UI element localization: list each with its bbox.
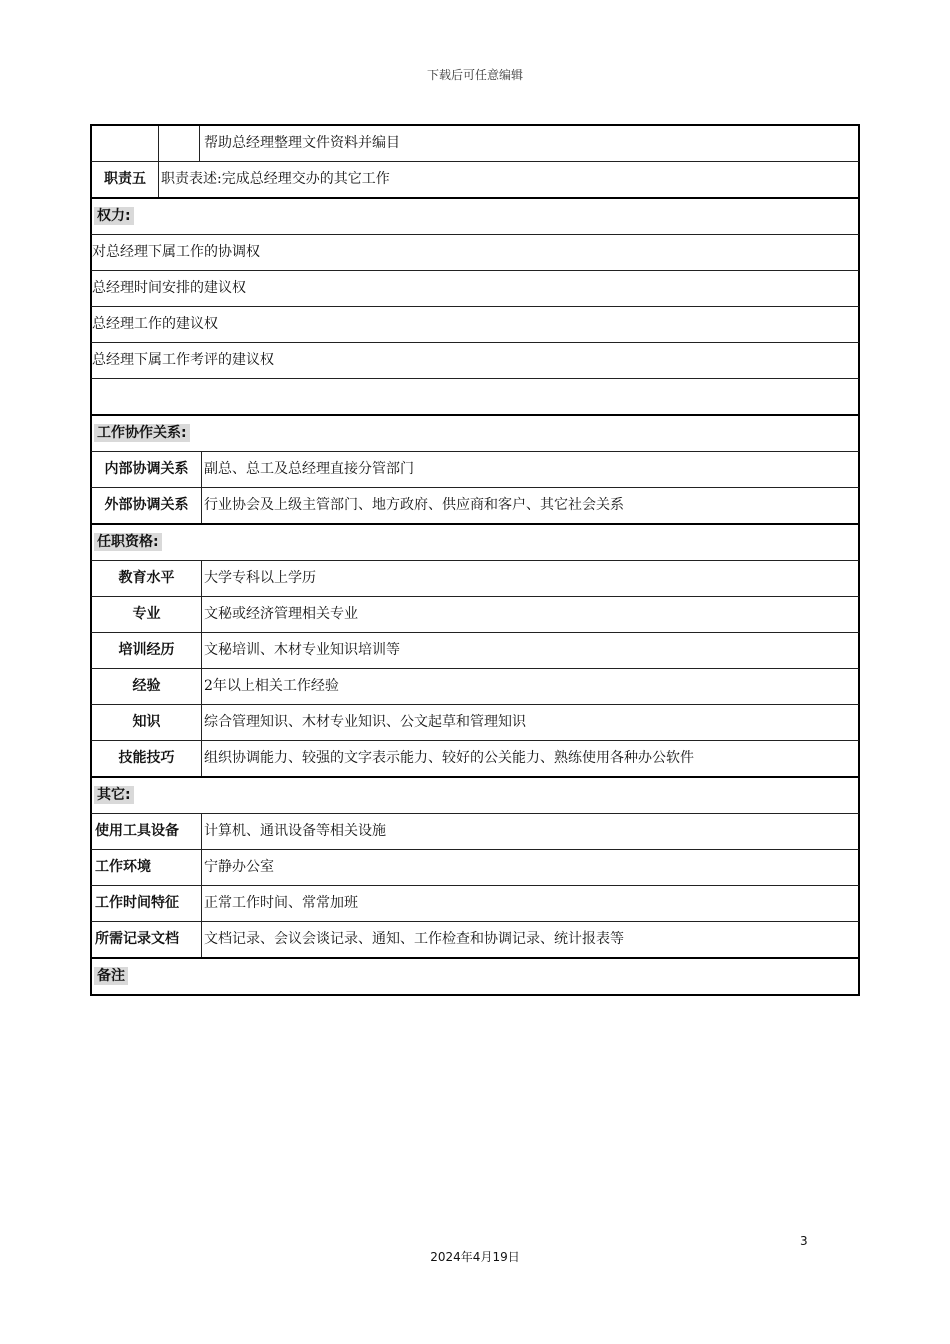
qualification-header-row (90, 525, 860, 561)
other-label: 使用工具设备 (92, 814, 202, 849)
cooperation-title: 工作协作关系: (94, 424, 190, 442)
qualification-row (90, 669, 860, 705)
authority-item: 总经理下属工作考评的建议权 (92, 352, 274, 368)
qualification-value: 2年以上相关工作经验 (204, 678, 339, 694)
external-coordination-value: 行业协会及上级主管部门、地方政府、供应商和客户、其它社会关系 (204, 497, 624, 513)
authority-header-row (90, 199, 860, 235)
remarks-title: 备注 (94, 967, 128, 985)
duty-continuation-text: 帮助总经理整理文件资料并编目 (204, 135, 400, 151)
qualification-label: 教育水平 (92, 561, 202, 596)
other-value: 正常工作时间、常常加班 (204, 895, 358, 911)
duty-continuation-row (90, 124, 860, 162)
authority-item: 对总经理下属工作的协调权 (92, 244, 260, 260)
duty-five-row (90, 162, 860, 199)
qualification-value: 文秘培训、木材专业知识培训等 (204, 642, 400, 658)
qualification-row (90, 597, 860, 633)
qualification-value: 文秘或经济管理相关专业 (204, 606, 358, 622)
cooperation-header-row (90, 416, 860, 452)
duty-five-label: 职责五 (92, 162, 159, 197)
qualification-value: 组织协调能力、较强的文字表示能力、较好的公关能力、熟练使用各种办公软件 (204, 750, 694, 766)
qualification-label: 技能技巧 (92, 741, 202, 776)
qualification-row (90, 633, 860, 669)
other-value: 文档记录、会议会谈记录、通知、工作检查和协调记录、统计报表等 (204, 931, 624, 947)
other-label: 所需记录文档 (92, 922, 202, 957)
footer-date: 2024年4月19日 (430, 1250, 520, 1264)
qualification-row (90, 741, 860, 778)
qualification-row (90, 705, 860, 741)
authority-title: 权力: (94, 207, 134, 225)
other-header-row (90, 778, 860, 814)
other-row (90, 814, 860, 850)
qualification-label: 知识 (92, 705, 202, 740)
internal-coordination-label: 内部协调关系 (92, 452, 202, 487)
authority-item: 总经理工作的建议权 (92, 316, 218, 332)
empty-cell (92, 126, 159, 161)
internal-coordination-row (90, 452, 860, 488)
other-row (90, 850, 860, 886)
other-label: 工作时间特征 (92, 886, 202, 921)
qualification-label: 专业 (92, 597, 202, 632)
remarks-row (90, 959, 860, 996)
qualification-title: 任职资格: (94, 533, 162, 551)
authority-item-row (90, 307, 860, 343)
authority-item-row (90, 271, 860, 307)
page-header: 下载后可任意编辑 (426, 68, 523, 82)
qualification-value: 大学专科以上学历 (204, 570, 316, 586)
other-row (90, 922, 860, 959)
external-coordination-row (90, 488, 860, 525)
qualification-label: 培训经历 (92, 633, 202, 668)
authority-item-row (90, 343, 860, 379)
empty-cell (159, 126, 200, 161)
other-title: 其它: (94, 786, 134, 804)
internal-coordination-value: 副总、总工及总经理直接分管部门 (204, 461, 414, 477)
page-number: 3 (800, 1234, 808, 1248)
qualification-row (90, 561, 860, 597)
qualification-value: 综合管理知识、木材专业知识、公文起草和管理知识 (204, 714, 526, 730)
authority-item-row (90, 379, 860, 416)
other-value: 宁静办公室 (204, 859, 274, 875)
duty-five-text: 职责表述:完成总经理交办的其它工作 (161, 171, 390, 187)
authority-item (92, 379, 858, 414)
external-coordination-label: 外部协调关系 (92, 488, 202, 523)
other-label: 工作环境 (92, 850, 202, 885)
job-description-table (90, 124, 860, 996)
other-row (90, 886, 860, 922)
authority-item: 总经理时间安排的建议权 (92, 280, 246, 296)
authority-item-row (90, 235, 860, 271)
qualification-label: 经验 (92, 669, 202, 704)
other-value: 计算机、通讯设备等相关设施 (204, 823, 386, 839)
